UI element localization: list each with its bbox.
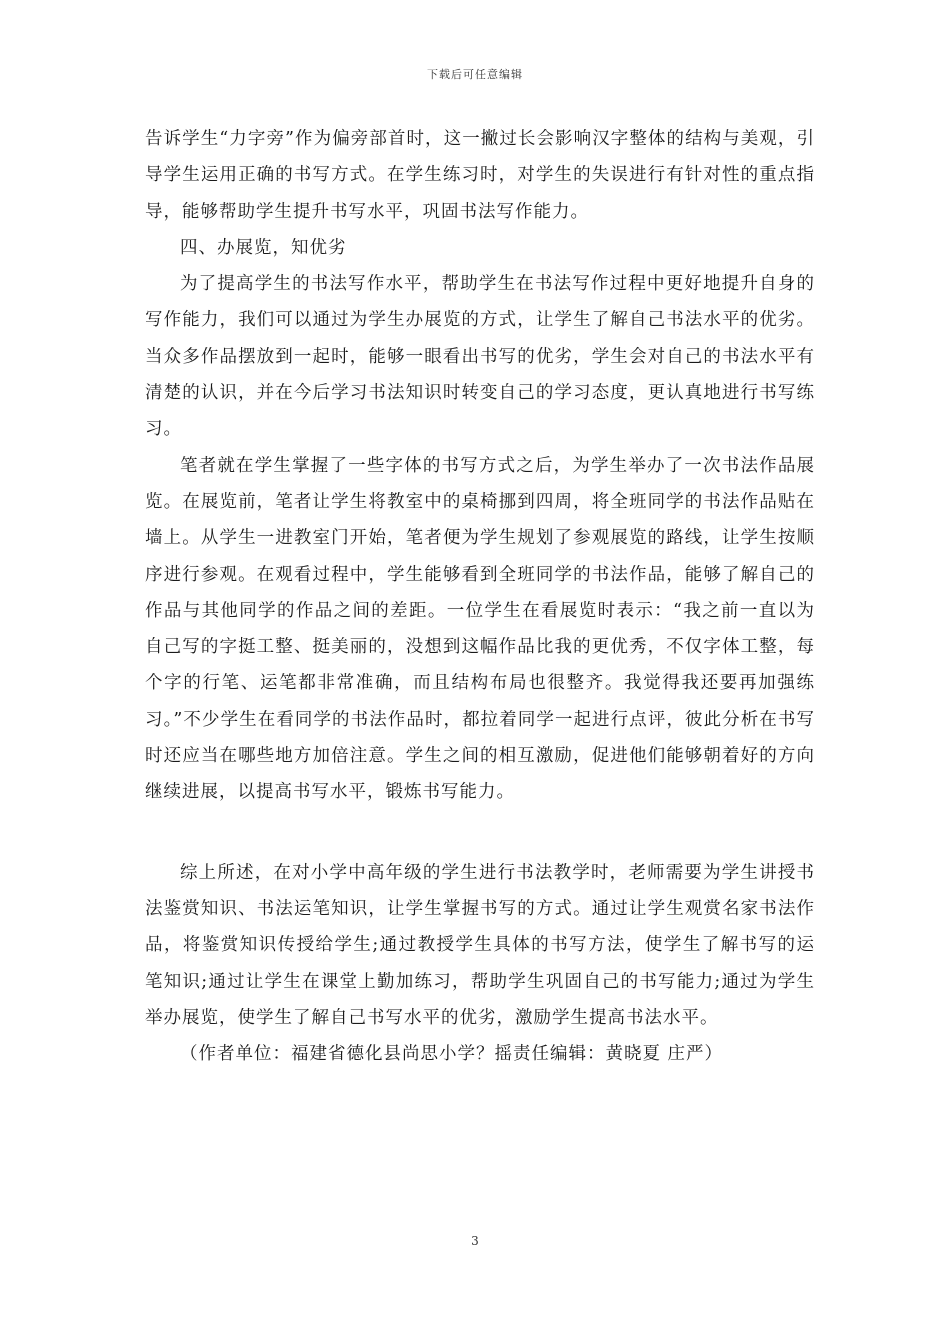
- section-heading-four: 四、办展览，知优劣: [180, 237, 347, 258]
- paragraph-exhibition-purpose: 为了提高学生的书法写作水平，帮助学生在书法写作过程中更好地提升自身的写作能力，我们可以通过为学生办展览的方式，让学生了解自己书法水平的优劣。当众多作品摆放到一起时，能够一眼看出书写的优劣，学生会对自己的书法水平有清楚的认识，并在今后学习书法知识时转变自己的学习态度，更认真地进行书写练习。: [145, 274, 815, 440]
- page-header: 下载后可任意编辑: [427, 68, 523, 81]
- author-note: （作者单位：福建省德化县尚思小学？摇责任编辑：黄晓夏 庄严）: [180, 1044, 724, 1065]
- paragraph-conclusion: 综上所述，在对小学中高年级的学生进行书法教学时，老师需要为学生讲授书法鉴赏知识、书法运笔知识，让学生掌握书写的方式。通过让学生观赏名家书法作品，将鉴赏知识传授给学生;通过教授学生具体的书写方法，使学生了解书写的运笔知识;通过让学生在课堂上勤加练习，帮助学生巩固自己的书写能力;通过为学生举办展览，使学生了解自己书写水平的优劣，激励学生提高书法水平。: [145, 862, 815, 1028]
- paragraph-continuation: 告诉学生“力字旁”作为偏旁部首时，这一撇过长会影响汉字整体的结构与美观，引导学生运用正确的书写方式。在学生练习时，对学生的失误进行有针对性的重点指导，能够帮助学生提升书写水平，巩固书法写作能力。: [145, 129, 815, 222]
- page-number: 3: [471, 1234, 479, 1248]
- paragraph-gap: [145, 811, 815, 855]
- paragraph-exhibition-example: 笔者就在学生掌握了一些字体的书写方式之后，为学生举办了一次书法作品展览。在展览前，笔者让学生将教室中的桌椅挪到四周，将全班同学的书法作品贴在墙上。从学生一进教室门开始，笔者便为学生规划了参观展览的路线，让学生按顺序进行参观。在观看过程中，学生能够看到全班同学的书法作品，能够了解自己的作品与其他同学的作品之间的差距。一位学生在看展览时表示：“我之前一直以为自己写的字挺工整、挺美丽的，没想到这幅作品比我的更优秀，不仅字体工整，每个字的行笔、运笔都非常准确，而且结构布局也很整齐。我觉得我还要再加强练习。”不少学生在看同学的书法作品时，都拉着同学一起进行点评，彼此分析在书写时还应当在哪些地方加倍注意。学生之间的相互激励，促进他们能够朝着好的方向继续进展，以提高书写水平，锻炼书写能力。: [145, 455, 815, 803]
- document-body: [145, 121, 815, 1072]
